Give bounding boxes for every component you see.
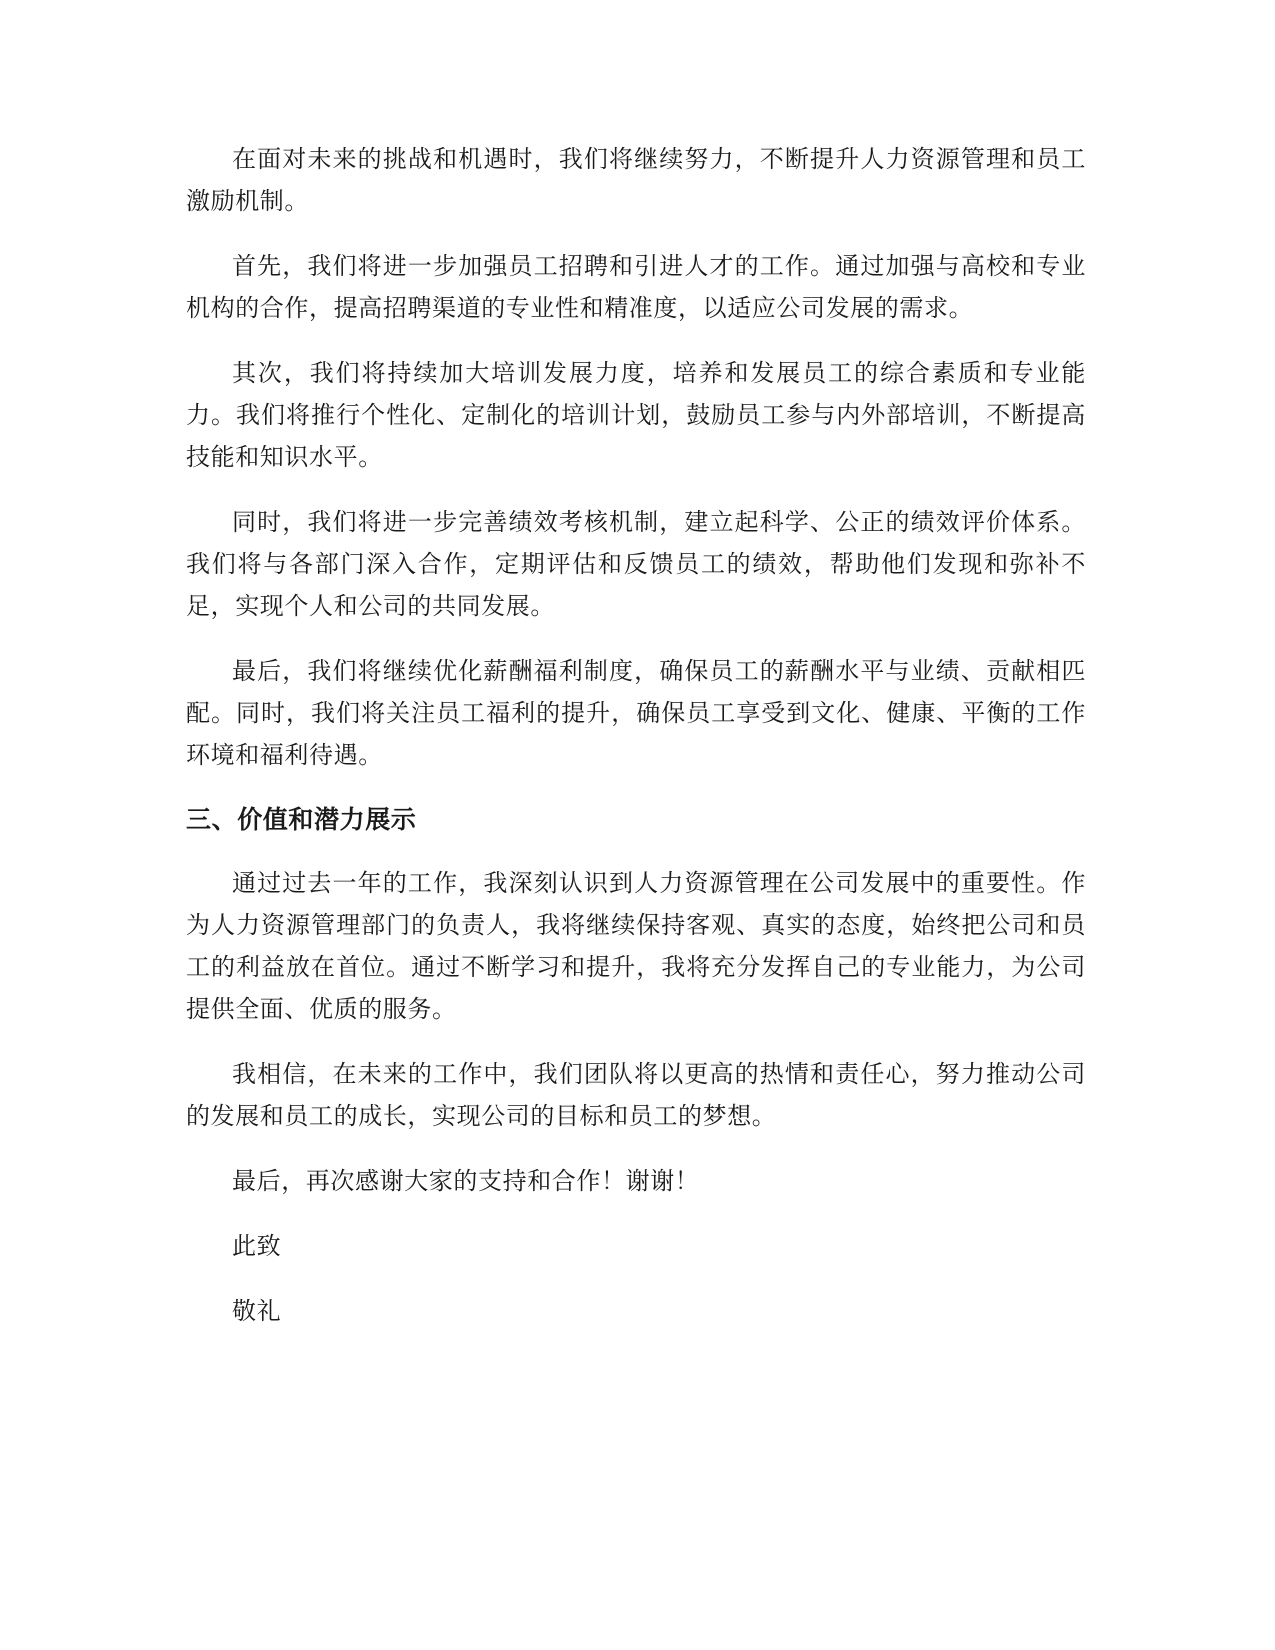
paragraph-future-challenges: 在面对未来的挑战和机遇时，我们将继续努力，不断提升人力资源管理和员工激励机制。: [186, 145, 1086, 215]
paragraph-recruitment: 首先，我们将进一步加强员工招聘和引进人才的工作。通过加强与高校和专业机构的合作，提高招聘渠道的专业性和精准度，以适应公司发展的需求。: [186, 252, 1086, 322]
paragraph-performance: 同时，我们将进一步完善绩效考核机制，建立起科学、公正的绩效评价体系。我们将与各部门深入合作，定期评估和反馈员工的绩效，帮助他们发现和弥补不足，实现个人和公司的共同发展。: [186, 508, 1086, 620]
paragraph-thanks: 最后，再次感谢大家的支持和合作！谢谢！: [232, 1167, 700, 1195]
closing-line-2: 敬礼: [232, 1297, 282, 1325]
section-heading: 三、价值和潜力展示: [186, 805, 417, 834]
paragraph-value-reflection: 通过过去一年的工作，我深刻认识到人力资源管理在公司发展中的重要性。作为人力资源管理部门的负责人，我将继续保持客观、真实的态度，始终把公司和员工的利益放在首位。通过不断学习和提升，我将充分发挥自己的专业能力，为公司提供全面、优质的服务。: [186, 869, 1086, 1023]
closing-line-1: 此致: [232, 1232, 282, 1260]
paragraph-training: 其次，我们将持续加大培训发展力度，培养和发展员工的综合素质和专业能力。我们将推行个性化、定制化的培训计划，鼓励员工参与内外部培训，不断提高技能和知识水平。: [186, 359, 1086, 471]
document-page: [186, 138, 1086, 1355]
paragraph-compensation: 最后，我们将继续优化薪酬福利制度，确保员工的薪酬水平与业绩、贡献相匹配。同时，我们将关注员工福利的提升，确保员工享受到文化、健康、平衡的工作环境和福利待遇。: [186, 657, 1086, 769]
paragraph-team-belief: 我相信，在未来的工作中，我们团队将以更高的热情和责任心，努力推动公司的发展和员工的成长，实现公司的目标和员工的梦想。: [186, 1060, 1086, 1130]
